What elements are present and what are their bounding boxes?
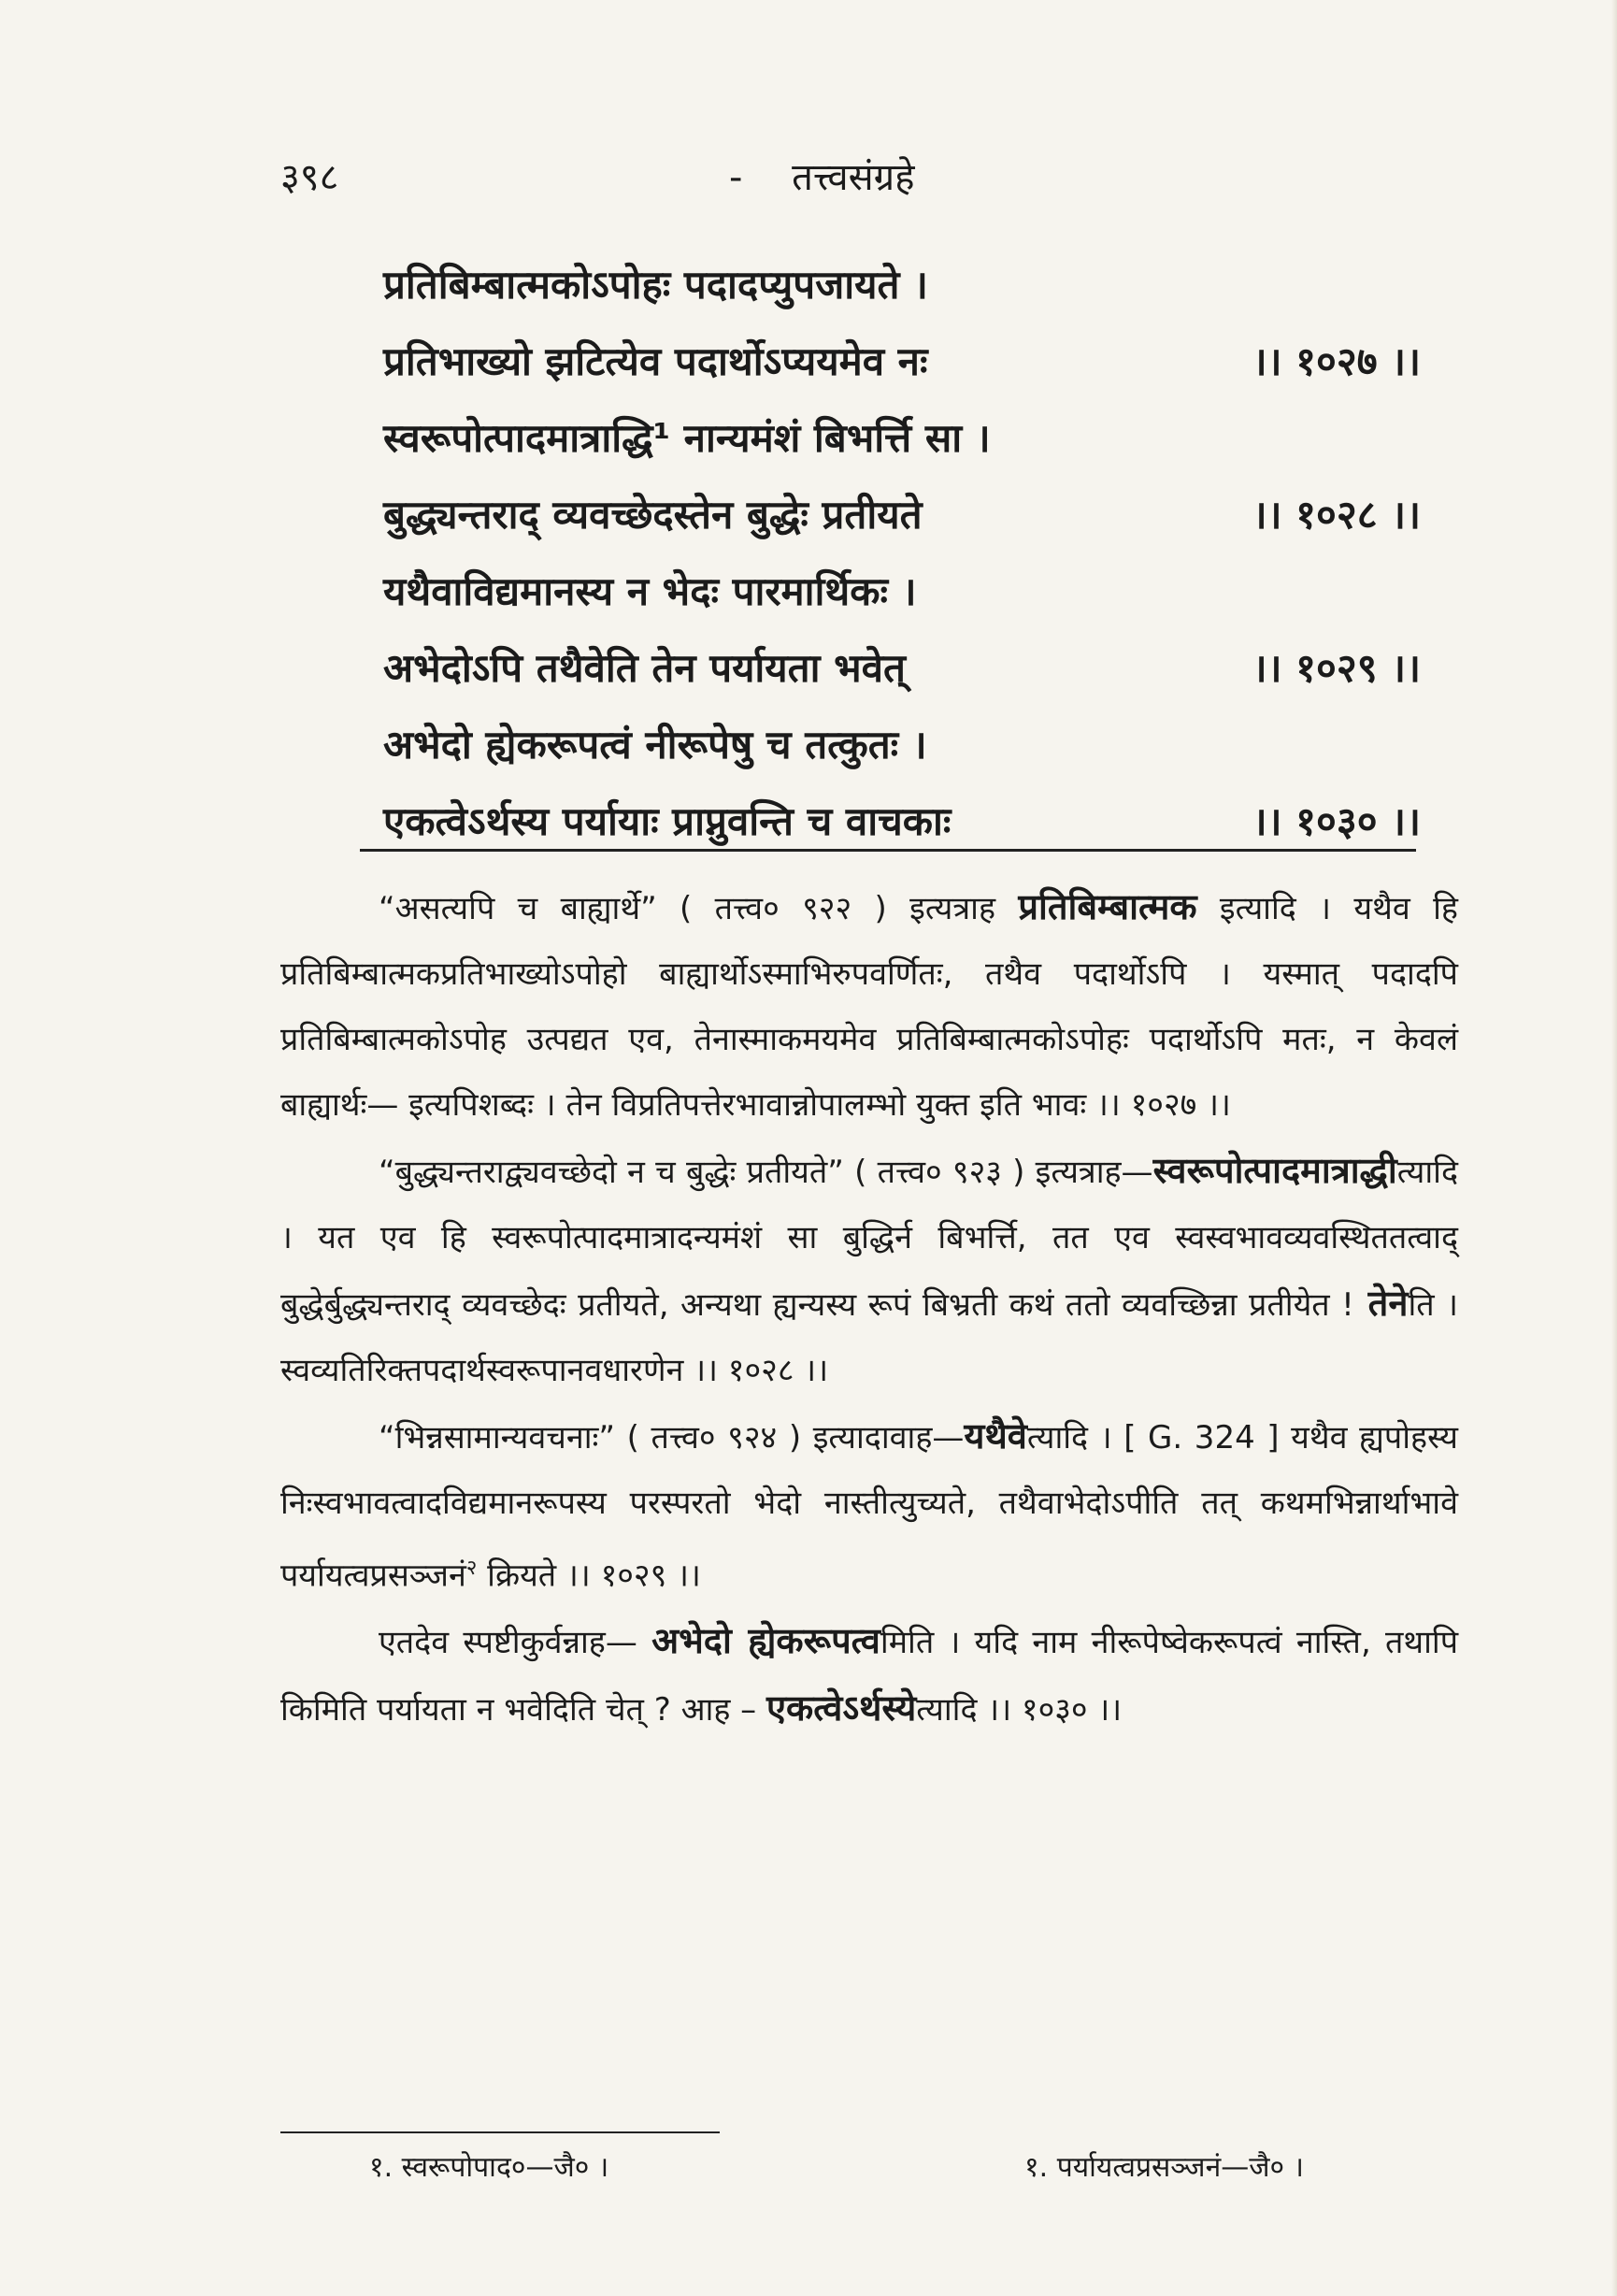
verse-line: [383, 245, 1421, 322]
gloss: मिति । यदि नाम नीरूपेष्वेकरूपत्वं नास्ति, तथापि किमिति पर्यायता न भवेदिति चेत् ? आह –: [280, 1624, 1459, 1729]
verse-line: [383, 782, 1421, 858]
footnotes: [369, 2146, 1304, 2185]
verse-divider: [360, 849, 1416, 852]
verse-text: एकत्वेऽर्थस्य पर्यायाः प्राप्नुवन्ति च वाचकाः: [383, 797, 952, 844]
verse-text: यथैवाविद्यमानस्य न भेदः पारमार्थिकः ।: [383, 567, 917, 614]
verse-line: [383, 322, 1421, 398]
lemma: एकत्वेऽर्थस्ये: [766, 1687, 917, 1729]
verse-number: ।। १०२९ ।।: [1252, 644, 1421, 691]
lemma: अभेदो ह्येकरूपत्व: [651, 1620, 880, 1662]
lemma: तेने: [1353, 1283, 1409, 1324]
page-number: ३९८: [280, 156, 339, 199]
verse-block: [383, 245, 1421, 858]
verse-text: स्वरूपोत्पादमात्राद्धि¹ नान्यमंशं बिभर्त्ति सा ।: [383, 414, 991, 461]
gloss: त्यादि । [ G. 324 ] यथैव ह्यपोहस्य निःस्वभावत्वादविद्यमानरूपस्य परस्परतो भेदो नास्तीत्युच्यते, तथैवाभेदोऽपीति तत् कथमभिन्नार्थाभावे पर्यायत्वप्रसञ्जनं: [280, 1419, 1458, 1595]
verse-line: [383, 475, 1421, 552]
verse-text: प्रतिभाख्यो झटित्येव पदार्थोऽप्ययमेव नः: [383, 337, 928, 384]
commentary-paragraph: [280, 1608, 1458, 1743]
footnote-marker: २: [465, 1557, 478, 1580]
page-title: तत्त्वसंग्रहे: [792, 156, 915, 199]
footnote-divider: [280, 2131, 720, 2133]
lemma: यथैवे: [964, 1415, 1027, 1457]
commentary: [280, 874, 1458, 1743]
quote: “बुद्ध्यन्तराद्व्यवच्छेदो न च बुद्धेः प्रतीयते” ( तत्त्व० ९२३ ) इत्यत्राह—: [379, 1154, 1153, 1191]
page-edge: [1611, 0, 1617, 2296]
commentary-paragraph: [280, 1138, 1458, 1403]
running-head: [729, 150, 914, 201]
quote: “असत्यपि च बाह्यार्थे” ( तत्त्व० ९२२ ) इत्यत्राह: [379, 890, 1019, 927]
verse-line: [383, 552, 1421, 628]
verse-text: प्रतिबिम्बात्मकोऽपोहः पदादप्युपजायते ।: [383, 261, 928, 308]
verse-line: [383, 628, 1421, 705]
verse-text: अभेदोऽपि तथैवेति तेन पर्यायता भवेत्: [383, 644, 906, 691]
footnote: १. स्वरूपोपाद०—जै० ।: [369, 2151, 609, 2184]
gloss: इत्यादि । यथैव हि प्रतिबिम्बात्मकप्रतिभाख्योऽपोहो बाह्यार्थोऽस्माभिरुपवर्णितः, तथैव पदार्थोऽपि । यस्मात् पदादपि प्रतिबिम्बात्मकोऽपोह उत्पद्यत एव, तेनास्माकमयमेव प्रतिबिम्बात्मकोऽपोहः पदार्थोऽपि मतः, न केवलं बाह्यार्थः— इत्यपिशब्दः । तेन विप्रतिपत्तेरभावान्नोपालम्भो युक्त इति भावः ।। १०२७ ।।: [280, 890, 1458, 1124]
commentary-paragraph: [280, 874, 1458, 1138]
gloss: त्यादि ।। १०३० ।।: [916, 1691, 1123, 1729]
verse-text: अभेदो ह्येकरूपत्वं नीरूपेषु च तत्कुतः ।: [383, 721, 927, 768]
lemma: प्रतिबिम्बात्मक: [1018, 886, 1197, 927]
footnote: १. पर्यायत्वप्रसञ्जनं—जै० ।: [1024, 2151, 1304, 2184]
running-head-dash: -: [729, 156, 743, 199]
quote: एतदेव स्पष्टीकुर्वन्नाह—: [379, 1624, 652, 1662]
verse-line: [383, 398, 1421, 475]
gloss: ति । स्वव्यतिरिक्तपदार्थस्वरूपानवधारणेन ।। १०२८ ।।: [280, 1286, 1458, 1389]
quote: “भिन्नसामान्यवचनाः” ( तत्त्व० ९२४ ) इत्यादावाह—: [379, 1419, 965, 1457]
lemma: स्वरूपोत्पादमात्राद्धी: [1152, 1150, 1397, 1191]
verse-number: ।। १०२७ ।।: [1252, 337, 1421, 384]
gloss: त्यादि । यत एव हि स्वरूपोत्पादमात्रादन्यमंशं सा बुद्धिर्न बिभर्त्ति, तत एव स्वस्वभावव्यवस्थिततत्वाद् बुद्धेर्बुद्ध्यन्तराद् व्यवच्छेदः प्रतीयते, अन्यथा ह्यन्यस्य रूपं बिभ्रती कथं ततो व्यवच्छिन्ना प्रतीयेत !: [280, 1154, 1458, 1324]
verse-number: ।। १०३० ।।: [1252, 797, 1421, 844]
commentary-paragraph: [280, 1403, 1458, 1608]
verse-number: ।। १०२८ ।।: [1252, 491, 1421, 538]
verse-text: बुद्ध्यन्तराद् व्यवच्छेदस्तेन बुद्धेः प्रतीयते: [383, 491, 923, 538]
gloss: क्रियते ।। १०२९ ।।: [477, 1557, 701, 1595]
verse-line: [383, 705, 1421, 782]
